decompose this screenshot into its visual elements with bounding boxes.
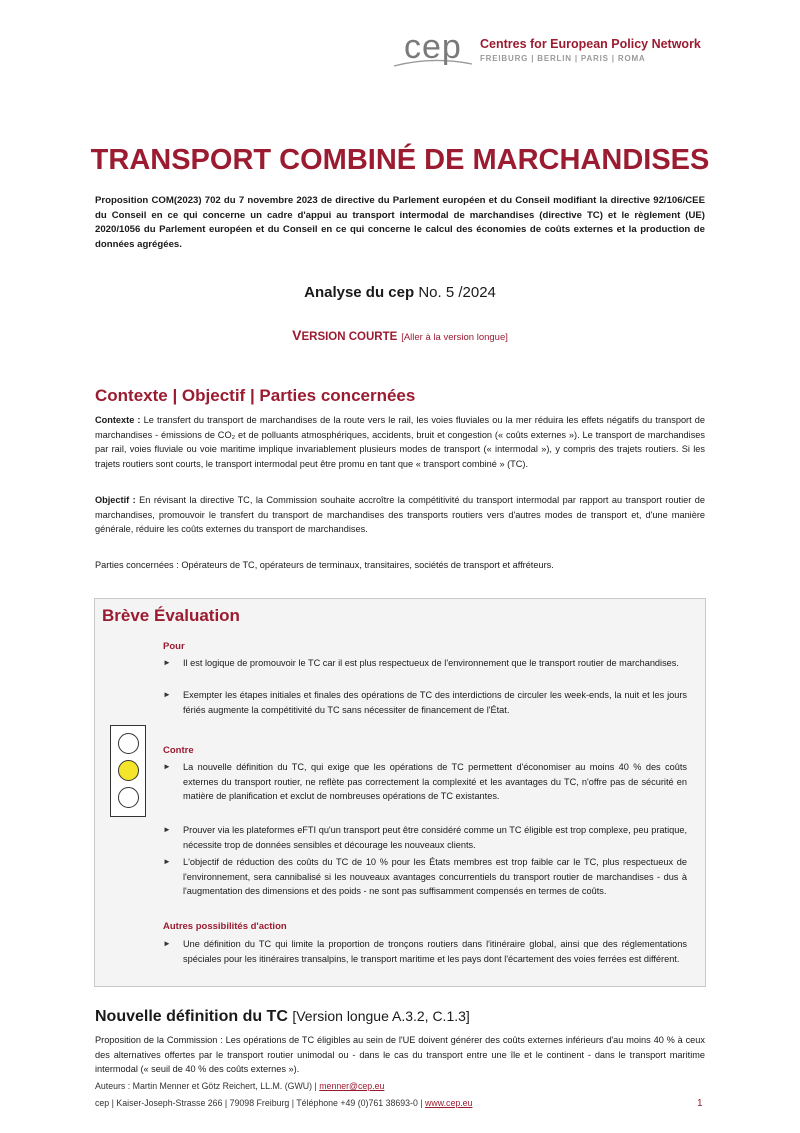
context-heading: Contexte | Objectif | Parties concernées xyxy=(95,386,416,405)
objectif-text: En révisant la directive TC, la Commission souhaite accroître la compétitivité du transport intermodal par rapport au transport routier de marchandises, promouvoir le transfert du transport de marchandises des transports routiers vers d'autres modes de transport et, d'une manière générale, réduire les coûts externes du transport de marchandises. xyxy=(95,495,705,535)
analysis-number xyxy=(0,284,800,301)
autres-heading: Autres possibilités d'action xyxy=(163,921,287,932)
definition-label: Proposition de la Commission : xyxy=(95,1035,223,1045)
version-label-rest: ERSION COURTE xyxy=(301,331,398,343)
contexte-text: Le transfert du transport de marchandises de la route vers le rail, les voies fluviales ou la mer réduira les effets négatifs du transport de marchandises - émissions de CO₂ et de polluants atmosphériques, accidents, bruit et congestion (« coûts externes »). Le transport de marchandises par rail, voies fluviale ou voie maritime implique invariablement plusieurs modes de transport (« intermodal »), y compris des trajets routiers. Si les trajets routiers sont courts, le transport intermodal peut être promu en tant que « transport combiné » (TC). xyxy=(95,415,706,469)
version-label-first: V xyxy=(292,327,302,343)
contre-item: ► Prouver via les plateformes eFTI qu'un transport peut être considéré comme un TC éligible est trop complexe, peu pratique, nécessite trop de données sensibles et décourage les nouveaux clients. xyxy=(163,825,687,850)
autres-item: ► Une définition du TC qui limite la proportion de tronçons routiers dans l'itinéraire global, ainsi que des réglementations spéciales pour les itinéraires transalpins, le transport maritime et les pays dont l'écartement des voies ferrées est différent. xyxy=(163,939,687,964)
objectif-label: Objectif : xyxy=(95,495,136,505)
traffic-light-yellow-on xyxy=(118,760,139,781)
contexte-label: Contexte : xyxy=(95,415,141,425)
arrow-right-icon: ► xyxy=(163,939,171,948)
traffic-light-red-off xyxy=(118,733,139,754)
arrow-right-icon: ► xyxy=(163,658,171,667)
contre-item: ► La nouvelle définition du TC, qui exige que les opérations de TC permettent d'économiser au moins 40 % des coûts externes du transport routier, ne reflète pas correctement la complexité et les avantages du TC, n'offre pas de sécurité en matière de planification et exclut de nombreuses opérations de TC existantes. xyxy=(163,762,687,802)
authors-email-link[interactable]: menner@cep.eu xyxy=(319,1081,385,1091)
traffic-light-green-off xyxy=(118,787,139,808)
version-line xyxy=(0,327,800,343)
long-version-link[interactable]: [Aller à la version longue] xyxy=(401,332,508,343)
definition-title: Nouvelle définition du TC xyxy=(95,1008,288,1025)
page-title: TRANSPORT COMBINÉ DE MARCHANDISES xyxy=(90,144,710,176)
definition-heading xyxy=(95,1008,470,1026)
contexte-paragraph xyxy=(95,413,705,471)
pour-item: ► Il est logique de promouvoir le TC car il est plus respectueux de l'environnement que le transport routier de marchandises. xyxy=(163,656,687,671)
website-link[interactable]: www.cep.eu xyxy=(425,1098,473,1108)
org-cities: FREIBURG | BERLIN | PARIS | ROMA xyxy=(480,54,646,63)
parties-paragraph xyxy=(95,558,705,573)
arrow-right-icon: ► xyxy=(163,762,171,771)
arrow-right-icon: ► xyxy=(163,857,171,866)
authors-line xyxy=(95,1081,384,1091)
definition-ref-link[interactable]: [Version longue A.3.2, C.1.3] xyxy=(292,1008,470,1024)
traffic-light-icon xyxy=(110,725,146,817)
arrow-right-icon: ► xyxy=(163,825,171,834)
address-text: cep | Kaiser-Joseph-Strasse 266 | 79098 Freiburg | Téléphone +49 (0)761 38693-0 | xyxy=(95,1098,426,1108)
subtitle: Proposition COM(2023) 702 du 7 novembre 2023 de directive du Parlement européen et du Conseil modifiant la directive 92/106/CEE du Conseil en ce qui concerne un cadre d'appui au transport intermodal de marchandises (directive TC) et le règlement (UE) 2020/1056 du Parlement européen et du Conseil en ce qui concerne le calcul des économies de coûts externes et la production de données agrégées. xyxy=(95,195,705,250)
pour-item: ► Exempter les étapes initiales et finales des opérations de TC des interdictions de circuler les week-ends, la nuit et les jours fériés augmente la compétitivité du TC sans nécessiter de financement de l'État. xyxy=(163,690,687,715)
contre-heading: Contre xyxy=(163,745,194,756)
page-number: 1 xyxy=(697,1098,703,1109)
definition-text: Les opérations de TC éligibles au sein de l'UE doivent générer des coûts externes inférieurs d'au moins 40 % à ceux des alternatives offertes par le transport routier unimodal ou - dans le cas du transport entre une île et le continent - dans le transport maritime intermodal (« seuil de 40 % des coûts externes »). xyxy=(95,1035,705,1075)
pour-heading: Pour xyxy=(163,641,185,652)
parties-label: Parties concernées : xyxy=(95,560,179,570)
org-name: Centres for European Policy Network xyxy=(480,37,701,51)
evaluation-heading: Brève Évaluation xyxy=(102,606,240,625)
parties-text: Opérateurs de TC, opérateurs de terminaux, transitaires, sociétés de transport et affréteurs. xyxy=(181,560,554,570)
cep-logo-text: cep xyxy=(404,28,462,66)
analysis-label: Analyse du cep xyxy=(304,284,415,301)
contre-item: ► L'objectif de réduction des coûts du TC de 10 % pour les États membres est trop faible car le TC, plus respectueux de l'environnement, sera cannibalisé si les nouveaux avantages concurrentiels du transport routier de marchandises - dus à l'augmentation des dimensions et des poids - ne sont pas suffisamment compensés en termes de coûts. xyxy=(163,857,687,897)
definition-paragraph xyxy=(95,1033,705,1077)
arrow-right-icon: ► xyxy=(163,690,171,699)
objectif-paragraph xyxy=(95,493,705,537)
address-line xyxy=(95,1098,472,1108)
authors-text: Auteurs : Martin Menner et Götz Reichert, LL.M. (GWU) | xyxy=(95,1081,320,1091)
analysis-num: No. 5 /2024 xyxy=(418,284,496,301)
